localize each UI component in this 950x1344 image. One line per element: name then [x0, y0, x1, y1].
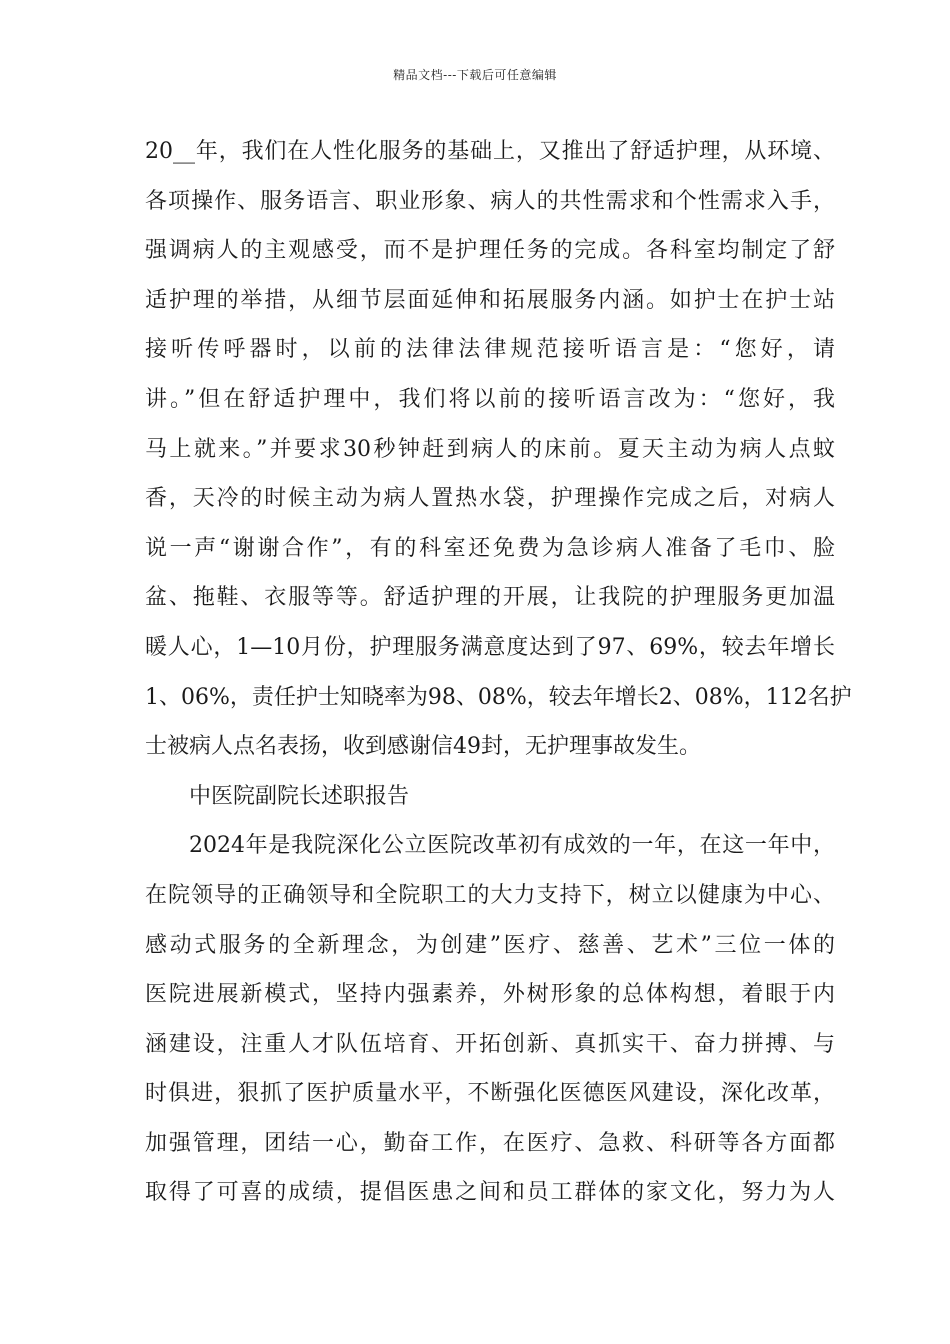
- paragraph-line: 取得了可喜的成绩，提倡医患之间和员工群体的家文化，努力为人: [145, 1180, 835, 1206]
- paragraph-line: 适护理的举措，从细节层面延伸和拓展服务内涵。如护士在护士站: [145, 287, 835, 313]
- paragraph-line: 涵建设，注重人才队伍培育、开拓创新、真抓实干、奋力拼搏、与: [145, 1031, 835, 1057]
- paragraph-line: 士被病人点名表扬，收到感谢信49封，无护理事故发生。: [145, 734, 701, 760]
- paragraph-line: 各项操作、服务语言、职业形象、病人的共性需求和个性需求入手，: [145, 188, 835, 214]
- document-body: [145, 127, 852, 1218]
- paragraph-line: 感动式服务的全新理念，为创建”医疗、慈善、艺术”三位一体的: [145, 932, 835, 958]
- paragraph-line: 加强管理，团结一心，勤奋工作，在医疗、急救、科研等各方面都: [145, 1130, 835, 1156]
- page-header: 精品文档---下载后可任意编辑: [393, 68, 557, 82]
- section-title: 中医院副院长述职报告: [189, 783, 410, 809]
- paragraph-line: 接听传呼器时，以前的法律法律规范接听语言是：“您好，请: [145, 337, 835, 363]
- paragraph-line: 20__年，我们在人性化服务的基础上，又推出了舒适护理，从环境、: [145, 139, 835, 164]
- paragraph-line: 马上就来。”并要求30秒钟赶到病人的床前。夏天主动为病人点蚊: [145, 436, 835, 462]
- paragraph-line: 时俱进，狠抓了医护质量水平，不断强化医德医风建设，深化改革，: [145, 1081, 835, 1107]
- paragraph-line: 医院进展新模式，坚持内强素养，外树形象的总体构想，着眼于内: [145, 982, 835, 1008]
- paragraph-line: 讲。”但在舒适护理中，我们将以前的接听语言改为：“您好，我: [145, 386, 835, 412]
- paragraph-line: 在院领导的正确领导和全院职工的大力支持下，树立以健康为中心、: [145, 882, 835, 908]
- paragraph-line: 暖人心，1—10月份，护理服务满意度达到了97、69%，较去年增长: [145, 634, 835, 660]
- paragraph-line: 盆、拖鞋、衣服等等。舒适护理的开展，让我院的护理服务更加温: [145, 585, 835, 611]
- paragraph-line: 香，天冷的时候主动为病人置热水袋，护理操作完成之后，对病人: [145, 486, 835, 512]
- paragraph-line: 2024年是我院深化公立医院改革初有成效的一年，在这一年中，: [189, 833, 835, 859]
- paragraph-line: 强调病人的主观感受，而不是护理任务的完成。各科室均制定了舒: [145, 238, 835, 264]
- paragraph-line: 1、06%，责任护士知晓率为98、08%，较去年增长2、08%，112名护: [145, 684, 852, 710]
- paragraph-line: 说一声“谢谢合作”，有的科室还免费为急诊病人准备了毛巾、脸: [145, 535, 835, 561]
